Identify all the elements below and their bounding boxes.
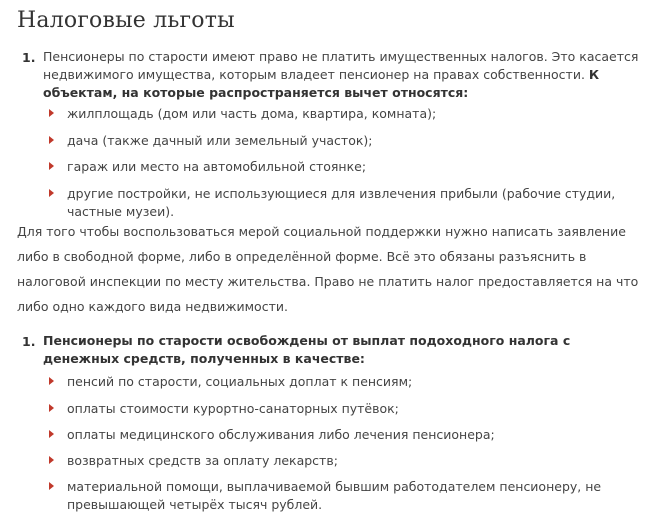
caret-right-icon (46, 135, 56, 145)
list-intro (43, 48, 648, 102)
list-item: дача (также дачный или земельный участок); (67, 133, 373, 148)
caret-right-icon (46, 108, 56, 118)
caret-right-icon (46, 403, 56, 413)
list-item: гараж или место на автомобильной стоянке; (67, 159, 367, 174)
list-intro-text: Пенсионеры по старости имеют право не платить имущественных налогов. Это касается недвижимого имущества, которым владеет пенсионер на правах собственности. (43, 49, 639, 82)
caret-right-icon (46, 376, 56, 386)
list-item: оплаты медицинского обслуживания либо лечения пенсионера; (67, 427, 495, 442)
caret-right-icon (46, 188, 56, 198)
list-number: 1. (22, 334, 36, 349)
list-number: 1. (22, 50, 36, 65)
section-heading: Налоговые льготы (17, 8, 235, 33)
body-paragraph: Для того чтобы воспользоваться мерой социальной поддержки нужно написать заявление либо в свободной форме, либо в определённой форме. Всё это обязаны разъяснить в налоговой инспекции по месту жительства. Право не платить налог предоставляется на что либо одно каждого вида недвижимости. (17, 224, 639, 314)
list-item: пенсий по старости, социальных доплат к пенсиям; (67, 374, 413, 389)
caret-right-icon (46, 481, 56, 491)
list-item: другие постройки, не использующиеся для извлечения прибыли (рабочие студии, частные музеи). (67, 186, 616, 219)
list-intro (43, 332, 648, 368)
caret-right-icon (46, 455, 56, 465)
list-item: материальной помощи, выплачиваемой бывшим работодателем пенсионеру, не превышающей четырёх тысяч рублей. (67, 479, 602, 512)
list-intro-bold: Пенсионеры по старости освобождены от выплат подоходного налога с денежных средств, полученных в качестве: (43, 333, 571, 366)
list-item: оплаты стоимости курортно-санаторных путёвок; (67, 401, 399, 416)
list-item: жилплощадь (дом или часть дома, квартира, комната); (67, 106, 437, 121)
list-intro-bold: К объектам, на которые распространяется вычет относятся: (43, 67, 600, 100)
caret-right-icon (46, 161, 56, 171)
caret-right-icon (46, 429, 56, 439)
list-item: возвратных средств за оплату лекарств; (67, 453, 338, 468)
